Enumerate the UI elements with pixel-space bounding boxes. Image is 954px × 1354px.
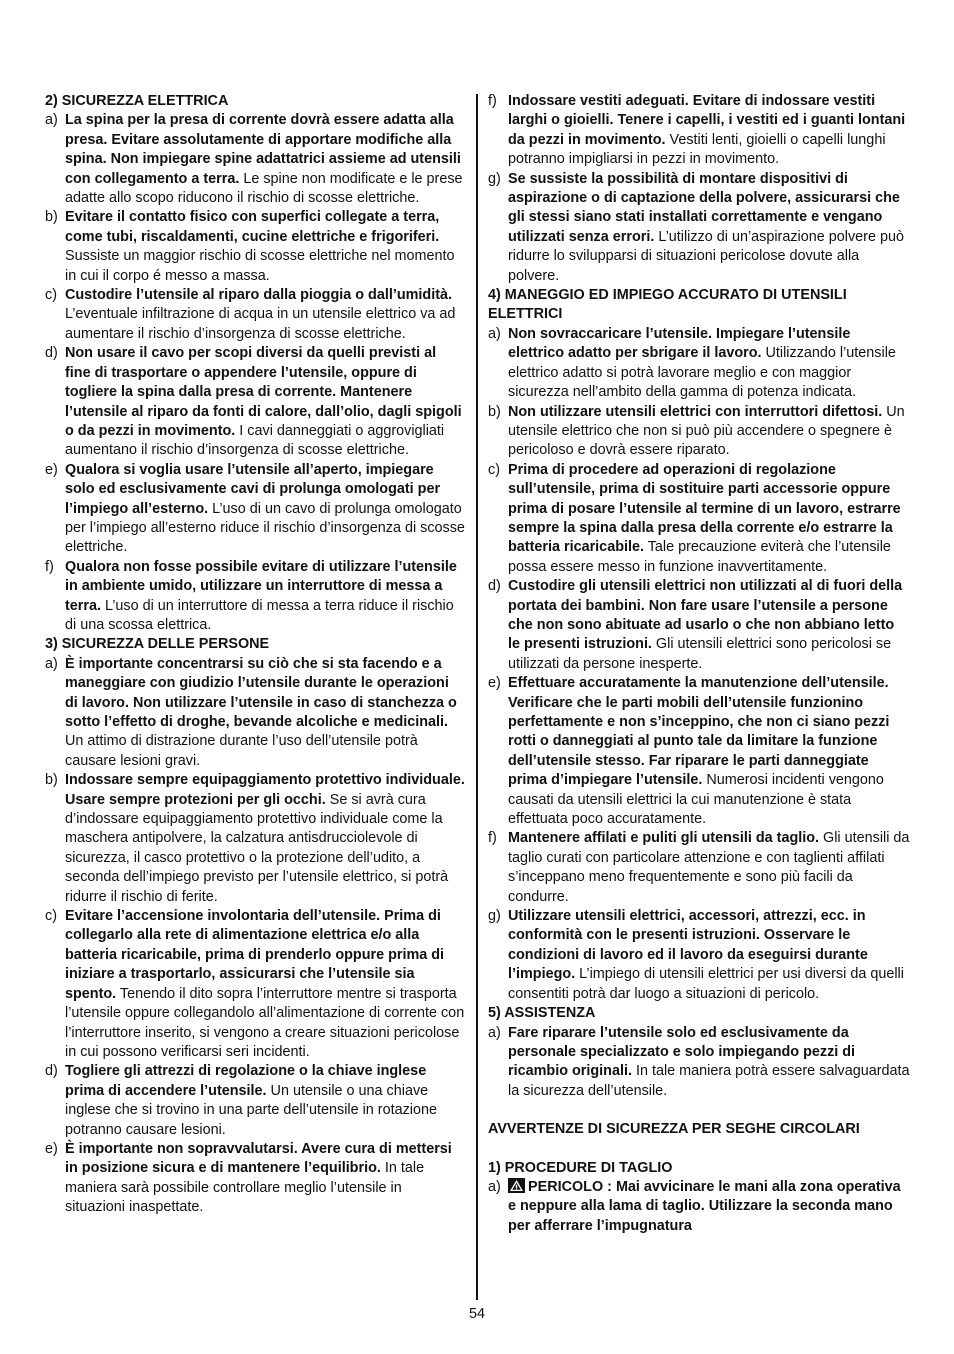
item-label: b)	[488, 403, 501, 420]
item-text	[65, 286, 465, 344]
list-item	[488, 907, 910, 1004]
left-column	[45, 92, 465, 1218]
item-bold-text: È importante non sopravvalutarsi. Avere cura di mettersi in posizione sicura e di mantenere l’equilibrio.	[65, 1140, 452, 1177]
item-label: g)	[488, 170, 501, 187]
item-body-text: L’uso di un interruttore di messa a terra riduce il rischio di una scossa elettrica.	[65, 597, 454, 633]
section-heading-electrical-safety: 2) SICUREZZA ELETTRICA	[45, 93, 229, 109]
item-bold-text: Non utilizzare utensili elettrici con interruttori difettosi.	[508, 403, 883, 420]
item-bold-text: Fare riparare l’utensile solo ed esclusivamente da personale specializzato e solo impiegando pezzi di ricambio originali.	[508, 1024, 856, 1080]
list-item	[488, 829, 910, 907]
item-text	[65, 558, 465, 636]
item-text	[508, 1024, 910, 1102]
item-label: f)	[488, 830, 497, 847]
item-label: c)	[45, 908, 57, 925]
list-item	[45, 1140, 465, 1218]
personal-safety-list-continued	[488, 92, 910, 286]
list-item	[45, 558, 465, 636]
item-bold-text: Utilizzare utensili elettrici, accessori, attrezzi, ecc. in conformità con le presenti istruzioni. Osservare le condizioni di lavoro ed il lavoro da eseguirsi durante l’impiego.	[508, 908, 868, 983]
item-body-text: Tale precauzione eviterà che l’utensile possa essere messo in funzione inavvertitamente.	[508, 539, 891, 575]
item-text	[508, 577, 910, 674]
section-heading-service: 5) ASSISTENZA	[488, 1005, 596, 1022]
item-text	[65, 907, 465, 1062]
item-body-text: Se si avrà cura d’indossare equipaggiamento protettivo individuale come la maschera antipolvere, la calzatura antisdrucciolevole di sicurezza, il casco protettivo o la protezione dell’udito, a seconda dell’impiego previsto per l’utensile elettrico, si potrà ridurre il rischio di ferite.	[65, 791, 449, 905]
item-label: e)	[488, 675, 501, 692]
item-bold-text: Qualora si voglia usare l’utensile all’aperto, impiegare solo ed esclusivamente cavi di prolunga omologati per l’impiego all’esterno.	[65, 461, 441, 517]
list-item	[488, 577, 910, 674]
item-text	[508, 170, 910, 286]
item-label: a)	[488, 1178, 501, 1195]
item-bold-text: Se sussiste la possibilità di montare dispositivi di aspirazione o di captazione della polvere, assicurarsi che gli stessi siano stati installati correttamente e vengano utilizzati senza errori.	[508, 170, 900, 245]
list-item	[45, 286, 465, 344]
item-bold-text: Mantenere affilati e puliti gli utensili da taglio.	[508, 830, 820, 847]
list-item	[45, 907, 465, 1062]
item-label: a)	[488, 325, 501, 342]
item-label: c)	[488, 461, 500, 478]
item-text	[508, 829, 910, 907]
item-text	[65, 1140, 465, 1218]
list-item	[488, 461, 910, 577]
warning-triangle-icon	[508, 1178, 525, 1193]
list-item	[45, 208, 465, 286]
item-label: f)	[45, 558, 54, 575]
item-body-text: Le spine non modificate e le prese adatte allo scopo riducono il rischio di scosse elettriche.	[65, 170, 463, 207]
item-bold-text: Non usare il cavo per scopi diversi da quelli previsti al fine di trasportare o appendere l’utensile, oppure di togliere la spina dalla presa di corrente. Mantenere l’utensile al riparo da fonti di calore, dall’olio, dagli spigoli o da pezzi in movimento.	[65, 345, 462, 439]
item-text	[65, 208, 465, 286]
item-text	[65, 111, 465, 208]
item-bold-text: Evitare l’accensione involontaria dell’utensile. Prima di collegarlo alla rete di alimentazione elettrica e/o alla batteria ricaricabile, prima di prenderlo oppure prima di iniziare a trasportarlo, assicurarsi che l’utensile sia spento.	[65, 908, 445, 1002]
item-bold-text: Evitare il contatto fisico con superfici collegate a terra, come tubi, riscaldamenti, cucine elettriche e frigoriferi.	[65, 209, 440, 245]
item-label: e)	[45, 461, 58, 478]
item-body-text: Gli utensili elettrici sono pericolosi se utilizzati da persone inesperte.	[508, 636, 892, 672]
item-body-text: L’impiego di utensili elettrici per usi diversi da quelli consentiti potrà dar luogo a situazioni di pericolo.	[508, 966, 904, 1002]
item-body-text: Utilizzando l’utensile elettrico adatto si potrà lavorare meglio e con maggior sicurezza nell’ambito della gamma di potenza indicata.	[508, 345, 896, 401]
item-text	[65, 344, 465, 460]
item-bold-text: Qualora non fosse possibile evitare di utilizzare l’utensile in ambiente umido, utilizzare un interruttore di messa a terra.	[65, 558, 457, 614]
item-label: b)	[45, 209, 58, 226]
item-text	[508, 92, 910, 170]
item-label: a)	[488, 1024, 501, 1041]
item-label: b)	[45, 772, 58, 789]
item-bold-text: PERICOLO : Mai avvicinare le mani alla zona operativa e neppure alla lama di taglio. Utilizzare la seconda mano per afferrare l’impugnatura	[508, 1178, 901, 1234]
item-bold-text: La spina per la presa di corrente dovrà essere adatta alla presa. Evitare assolutamente di apportare modifiche alla spina. Non impiegare spine adattatrici assieme ad utensili con collegamento a terra.	[65, 112, 461, 187]
service-list	[488, 1024, 910, 1102]
item-text	[65, 771, 465, 907]
item-bold-text: Non sovraccaricare l’utensile. Impiegare l’utensile elettrico adatto per sbrigare il lavoro.	[508, 325, 851, 362]
item-text	[508, 325, 910, 403]
item-bold-text: Togliere gli attrezzi di regolazione o la chiave inglese prima di accendere l’utensile.	[65, 1063, 427, 1099]
list-item	[45, 461, 465, 558]
list-item	[45, 771, 465, 907]
item-body-text: I cavi danneggiati o aggrovigliati aumentano il rischio d’insorgenza di scosse elettriche.	[65, 422, 445, 459]
list-item	[45, 1062, 465, 1140]
list-item	[45, 655, 465, 771]
item-bold-text: Custodire l’utensile al riparo dalla pioggia o dall’umidità.	[65, 287, 453, 304]
item-label: c)	[45, 287, 57, 304]
item-body-text: L’utilizzo di un’aspirazione polvere può ridurre lo svilupparsi di situazioni pericolose dovute alla polvere.	[508, 228, 904, 284]
list-item	[488, 1178, 910, 1236]
list-item	[45, 344, 465, 460]
list-item	[488, 170, 910, 286]
list-item	[488, 403, 910, 461]
item-body-text: Un attimo di distrazione durante l’uso dell’utensile potrà causare lesioni gravi.	[65, 733, 418, 769]
item-label: d)	[488, 578, 501, 595]
item-bold-text: Indossare sempre equipaggiamento protettivo individuale. Usare sempre protezioni per gli occhi.	[65, 772, 465, 808]
item-bold-text: È importante concentrarsi su ciò che si sta facendo e a maneggiare con giudizio l’utensile durante le operazioni di lavoro. Non utilizzare l’utensile in caso di stanchezza o sotto l’effetto di droghe, bevande alcoliche e medicinali.	[65, 655, 457, 730]
item-body-text: L’eventuale infiltrazione di acqua in un utensile elettrico va ad aumentare il rischio d’insorgenza di scosse elettriche.	[65, 306, 456, 342]
list-item	[488, 1024, 910, 1102]
list-item	[488, 325, 910, 403]
right-column	[488, 92, 910, 1236]
item-body-text: Un utensile elettrico che non si può più accendere o spegnere è pericoloso e dovrà essere riparato.	[508, 403, 905, 459]
item-text	[508, 907, 910, 1004]
item-label: f)	[488, 93, 497, 109]
item-text	[65, 1062, 465, 1140]
list-item	[488, 92, 910, 170]
tool-use-list	[488, 325, 910, 1004]
item-text	[508, 1178, 910, 1236]
item-body-text: In tale maniera sarà possibile controllare meglio l’utensile in situazioni inaspettate.	[65, 1160, 425, 1216]
item-body-text: Tenendo il dito sopra l’interruttore mentre si trasporta l’utensile oppure collegandolo all’alimentazione di corrente con l’interruttore inserito, si vengono a creare situazioni pericolose in cui possono verificarsi seri incidenti.	[65, 985, 465, 1060]
item-bold-text: Prima di procedere ad operazioni di regolazione sull’utensile, prima di sostituire parti accessorie oppure prima di posare l’utensile al termine di un lavoro, estrarre sempre la spina dalla presa della corrente e/o estrarre la batteria ricaricabile.	[508, 461, 901, 556]
item-bold-text: Custodire gli utensili elettrici non utilizzati al di fuori della portata dei bambini. Non fare usare l’utensile a persone che non sono abituate ad usarlo o che non abbiano letto le presenti istruzioni.	[508, 578, 903, 653]
page-number: 54	[468, 1306, 485, 1322]
item-body-text: Sussiste un maggior rischio di scosse elettriche nel momento in cui il corpo é messo a massa.	[65, 248, 455, 284]
column-divider	[476, 94, 478, 1300]
item-text	[65, 461, 465, 558]
item-body-text: Gli utensili da taglio curati con particolare attenzione e con taglienti affilati s’inceppano meno frequentemente e sono più facili da condurre.	[508, 830, 910, 905]
spacer	[488, 1101, 910, 1120]
section-heading-tool-use: 4) MANEGGIO ED IMPIEGO ACCURATO DI UTENSILI ELETTRICI	[488, 287, 847, 323]
item-text	[508, 461, 910, 577]
item-text	[508, 674, 910, 829]
item-body-text: Vestiti lenti, gioielli o capelli lunghi potranno impigliarsi in pezzi in movimento.	[508, 131, 886, 168]
section-heading-circular-saw-warnings: AVVERTENZE DI SICUREZZA PER SEGHE CIRCOLARI	[488, 1121, 860, 1138]
item-label: d)	[45, 345, 58, 362]
item-text	[508, 403, 910, 461]
personal-safety-list	[45, 655, 465, 1218]
item-bold-text: Indossare vestiti adeguati. Evitare di indossare vestiti larghi o gioielli. Tenere i capelli, i vestiti ed i guanti lontani da pezzi in movimento.	[508, 93, 906, 148]
item-label: d)	[45, 1063, 58, 1080]
item-text	[65, 655, 465, 771]
item-label: g)	[488, 908, 501, 925]
item-body-text: Un utensile o una chiave inglese che si trovino in una parte dell’utensile in rotazione potranno causare lesioni.	[65, 1082, 437, 1138]
item-body-text: In tale maniera potrà essere salvaguardata la sicurezza dell’utensile.	[508, 1063, 910, 1099]
item-label: a)	[45, 655, 58, 672]
electrical-safety-list	[45, 111, 465, 635]
list-item	[488, 674, 910, 829]
section-heading-personal-safety: 3) SICUREZZA DELLE PERSONE	[45, 636, 270, 653]
item-label: e)	[45, 1140, 58, 1157]
item-body-text: L’uso di un cavo di prolunga omologato per l’impiego all’esterno riduce il rischio d’insorgenza di scosse elettriche.	[65, 500, 465, 556]
item-bold-text: Effettuare accuratamente la manutenzione dell’utensile. Verificare che le parti mobili dell’utensile funzionino perfettamente e non s’inceppino, che non ci siano pezzi rotti o danneggiati al punto tale da limitare la funzione dell’utensile stesso. Far riparare le parti danneggiate prima d’impiegare l’utensile.	[508, 675, 890, 789]
item-label: a)	[45, 112, 58, 129]
section-heading-cutting-procedures: 1) PROCEDURE DI TAGLIO	[488, 1159, 673, 1176]
list-item	[45, 111, 465, 208]
spacer	[488, 1140, 910, 1159]
item-body-text: Numerosi incidenti vengono causati da utensili elettrici la cui manutenzione è stata effettuata poco accuratamente.	[508, 772, 884, 828]
